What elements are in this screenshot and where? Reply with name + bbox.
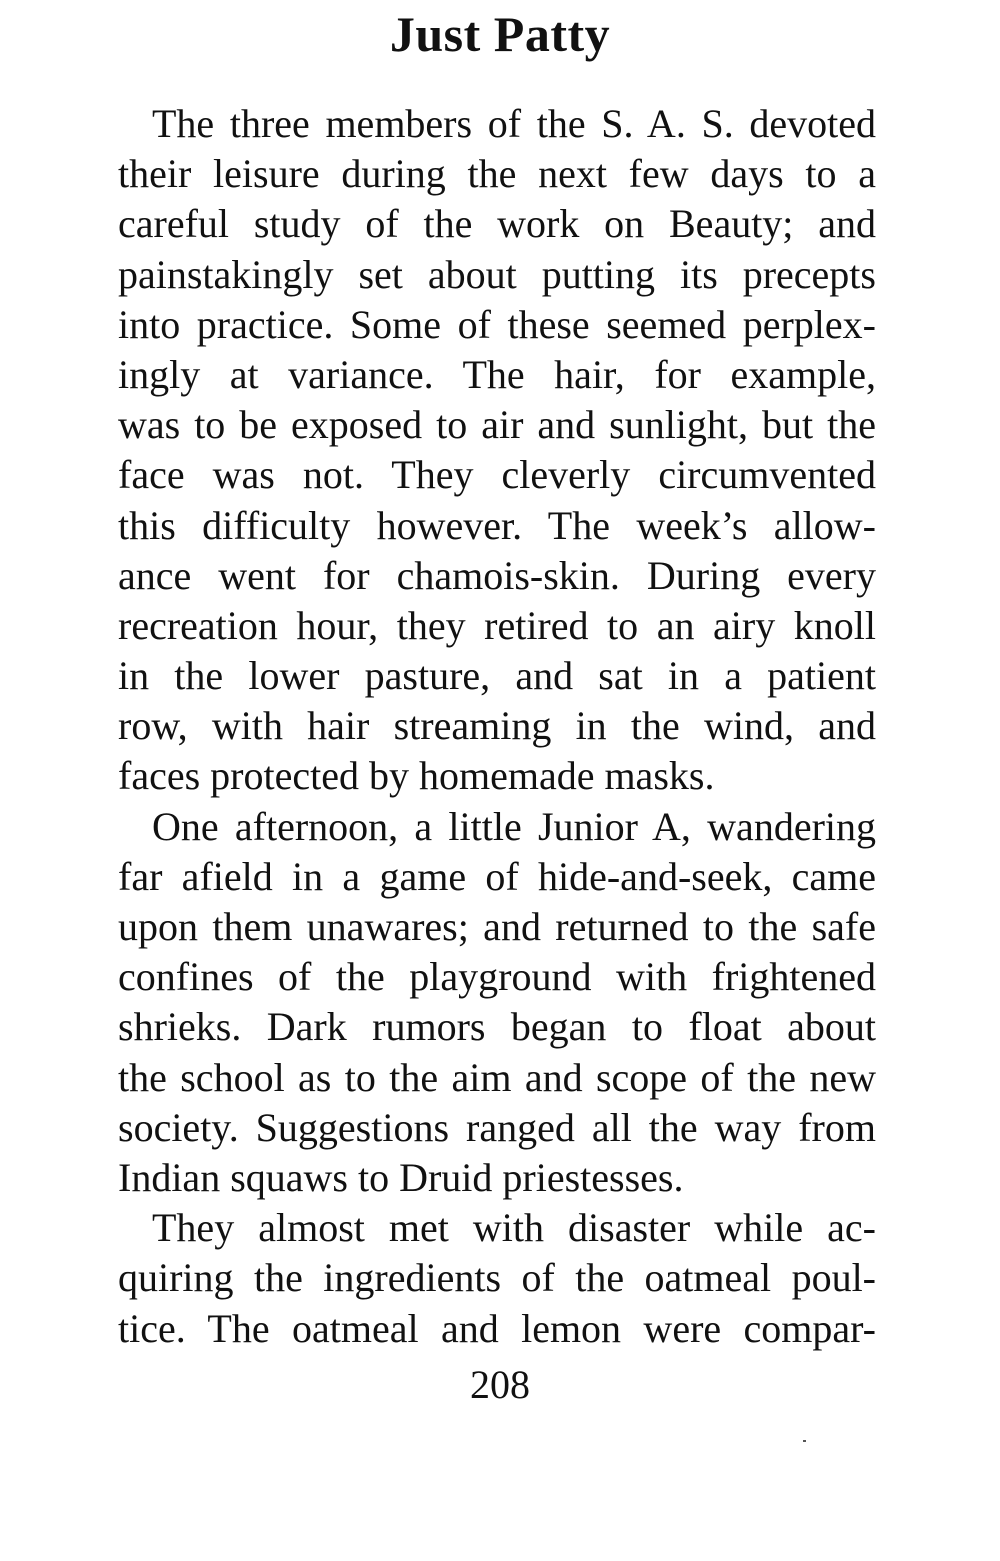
text-line: One afternoon, a little Junior A, wandering xyxy=(152,803,876,849)
text-line: this difficulty however. The week’s allow- xyxy=(118,502,876,548)
text-line: careful study of the work on Beauty; and xyxy=(118,201,876,247)
paragraph xyxy=(118,1203,876,1354)
text-line: faces protected by homemade masks. xyxy=(118,753,715,799)
text-line: face was not. They cleverly circumvented xyxy=(118,452,876,498)
running-head: Just Patty xyxy=(389,6,611,62)
body-text xyxy=(118,99,876,1354)
text-line: row, with hair streaming in the wind, and xyxy=(118,703,876,749)
text-line: in the lower pasture, and sat in a patient xyxy=(118,653,876,699)
text-line: ingly at variance. The hair, for example, xyxy=(118,351,876,397)
text-line: They almost met with disaster while ac- xyxy=(152,1205,876,1251)
text-line: quiring the ingredients of the oatmeal poul- xyxy=(118,1255,876,1301)
text-line: Indian squaws to Druid priestesses. xyxy=(118,1154,684,1200)
text-line: confines of the playground with frightened xyxy=(118,954,876,1000)
text-line: society. Suggestions ranged all the way from xyxy=(118,1104,876,1150)
print-speck xyxy=(803,1440,806,1442)
paragraph xyxy=(118,99,876,802)
paragraph xyxy=(118,802,876,1204)
text-line: The three members of the S. A. S. devoted xyxy=(152,101,876,146)
page-number: 208 xyxy=(470,1362,530,1407)
text-line: into practice. Some of these seemed perplex- xyxy=(118,301,876,347)
text-line: ance went for chamois-skin. During every xyxy=(118,552,876,598)
text-line: upon them unawares; and returned to the safe xyxy=(118,904,876,949)
text-line: tice. The oatmeal and lemon were compar- xyxy=(118,1305,876,1351)
text-line: their leisure during the next few days to a xyxy=(118,151,876,197)
text-line: shrieks. Dark rumors began to float about xyxy=(118,1004,876,1050)
text-line: was to be exposed to air and sunlight, but the xyxy=(118,402,876,448)
text-line: far afield in a game of hide-and-seek, came xyxy=(118,853,876,899)
text-line: painstakingly set about putting its precepts xyxy=(118,251,876,297)
text-line: recreation hour, they retired to an airy knoll xyxy=(118,602,876,648)
text-line: the school as to the aim and scope of the new xyxy=(118,1054,876,1100)
